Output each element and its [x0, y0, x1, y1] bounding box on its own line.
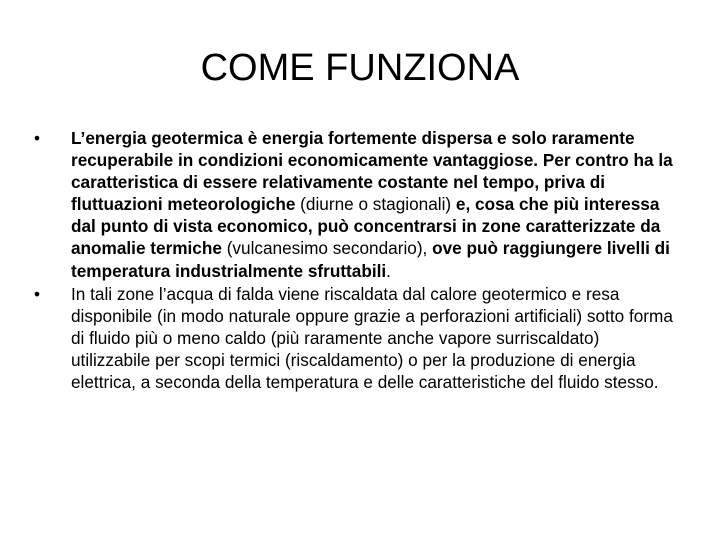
bullet-marker: • [34, 128, 41, 148]
bullet-item [34, 127, 674, 282]
text-regular: (vulcanesimo secondario), [221, 238, 433, 259]
text-regular: (diurne o stagionali) [295, 194, 456, 215]
slide-title: COME FUNZIONA [200, 47, 520, 89]
text-regular: . [386, 260, 391, 281]
text-bold: L’energia geotermica è energia fortemente dispersa e solo raramente recuperabile in condizioni economicamente vantaggiose. Per contro ha la caratteristica di essere relativamente costante nel tempo, priva di fluttuazioni meteorologiche [71, 128, 673, 215]
bullet-text [71, 128, 673, 281]
bullet-item [34, 283, 674, 393]
slide-body [34, 127, 674, 394]
bullet-text: In tali zone l’acqua di falda viene riscaldata dal calore geotermico e resa disponibile (in modo naturale oppure grazie a perforazioni artificiali) sotto forma di fluido più o meno caldo (più raramente anche vapore surriscaldato) utilizzabile per scopi termici (riscaldamento) o per la produzione di energia elettrica, a seconda della temperatura e delle caratteristiche del fluido stesso. [71, 283, 673, 393]
bullet-marker: • [34, 283, 41, 304]
text-bold: ove può raggiungere livelli di temperatura industrialmente sfruttabili [71, 238, 670, 281]
text-bold: e, cosa che più interessa dal punto di vista economico, può concentrarsi in zone caratterizzate da anomalie termiche [71, 194, 661, 259]
